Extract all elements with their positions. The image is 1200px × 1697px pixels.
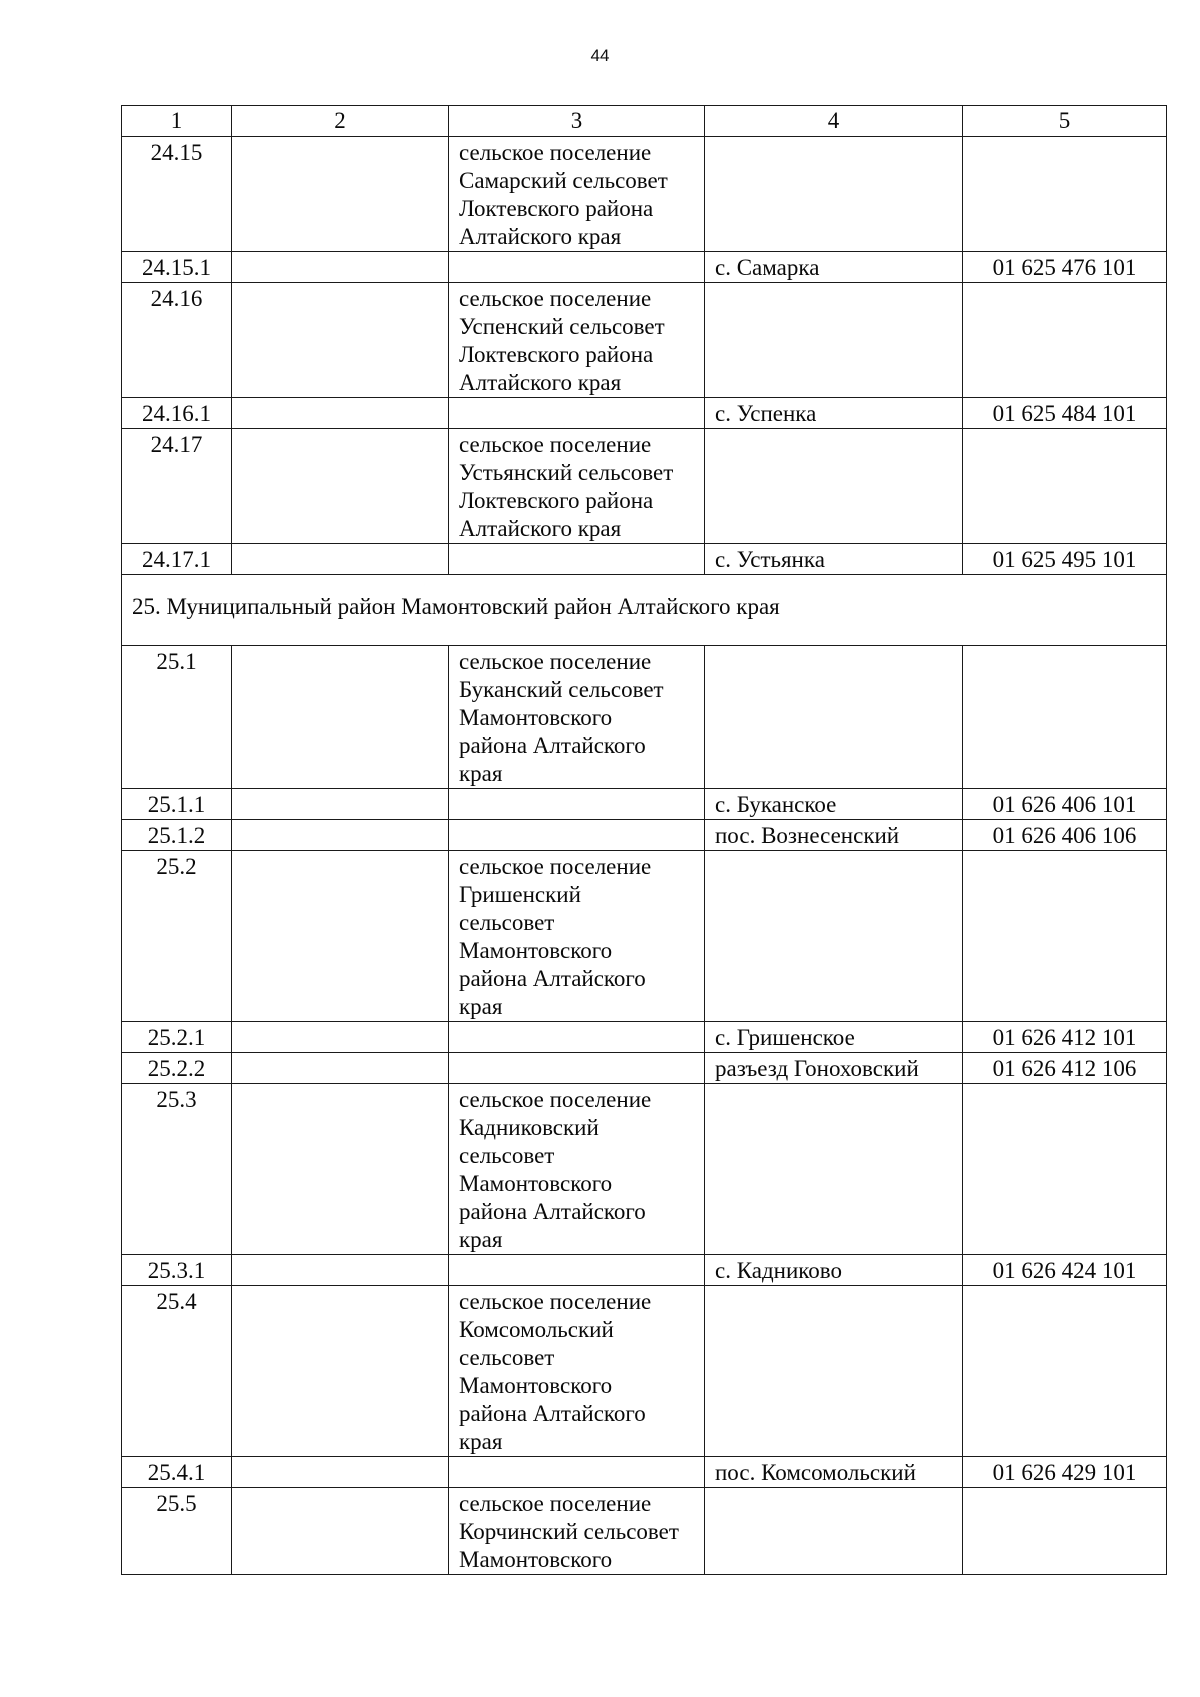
settlement-name <box>449 1084 705 1255</box>
settlement-name-line: сельское поселение <box>459 140 652 165</box>
settlement-name-line: сельское поселение <box>459 1087 652 1112</box>
settlement-name <box>449 252 705 283</box>
settlement-name-line: Локтевского района <box>459 488 654 513</box>
column-header-2: 2 <box>232 106 449 137</box>
oktmo-code <box>963 646 1167 789</box>
settlement-name-line: Мамонтовского <box>459 705 613 730</box>
table-row <box>122 851 1167 1022</box>
territory-table <box>121 105 1167 1575</box>
settlement-name <box>449 1488 705 1575</box>
locality-name <box>705 1286 963 1457</box>
cell-col2 <box>232 252 449 283</box>
settlement-name-line: края <box>459 761 503 786</box>
settlement-name <box>449 1457 705 1488</box>
column-header-5: 5 <box>963 106 1167 137</box>
oktmo-code <box>963 283 1167 398</box>
settlement-name-line: Буканский сельсовет <box>459 677 664 702</box>
table-row <box>122 429 1167 544</box>
locality-name: пос. Вознесенский <box>705 820 963 851</box>
settlement-name-line: Мамонтовского <box>459 1171 613 1196</box>
settlement-name <box>449 1255 705 1286</box>
cell-col2 <box>232 1286 449 1457</box>
row-number: 25.3.1 <box>122 1255 232 1286</box>
settlement-name-line: Кадниковский <box>459 1115 599 1140</box>
settlement-name-line: сельское поселение <box>459 432 652 457</box>
cell-col2 <box>232 851 449 1022</box>
locality-name <box>705 1488 963 1575</box>
oktmo-code <box>963 1488 1167 1575</box>
settlement-name <box>449 851 705 1022</box>
settlement-name <box>449 544 705 575</box>
locality-name <box>705 646 963 789</box>
table-row <box>122 1286 1167 1457</box>
locality-name: пос. Комсомольский <box>705 1457 963 1488</box>
table-header-row <box>122 106 1167 137</box>
row-number: 25.2.2 <box>122 1053 232 1084</box>
settlement-name-line: Алтайского края <box>459 370 622 395</box>
cell-col2 <box>232 1457 449 1488</box>
cell-col2 <box>232 789 449 820</box>
table-row <box>122 789 1167 820</box>
cell-col2 <box>232 646 449 789</box>
cell-col2 <box>232 429 449 544</box>
settlement-name-line: края <box>459 994 503 1019</box>
settlement-name <box>449 789 705 820</box>
row-number: 25.4.1 <box>122 1457 232 1488</box>
cell-col2 <box>232 544 449 575</box>
table-row <box>122 398 1167 429</box>
oktmo-code: 01 626 424 101 <box>963 1255 1167 1286</box>
oktmo-code: 01 625 476 101 <box>963 252 1167 283</box>
locality-name: с. Кадниково <box>705 1255 963 1286</box>
locality-name <box>705 851 963 1022</box>
oktmo-code: 01 626 412 106 <box>963 1053 1167 1084</box>
locality-name: с. Буканское <box>705 789 963 820</box>
settlement-name <box>449 646 705 789</box>
row-number: 25.3 <box>122 1084 232 1255</box>
cell-col2 <box>232 820 449 851</box>
table-row <box>122 137 1167 252</box>
settlement-name <box>449 820 705 851</box>
cell-col2 <box>232 1022 449 1053</box>
row-number: 24.17 <box>122 429 232 544</box>
settlement-name-line: Локтевского района <box>459 196 654 221</box>
locality-name: разъезд Гоноховский <box>705 1053 963 1084</box>
table-row <box>122 544 1167 575</box>
settlement-name <box>449 1022 705 1053</box>
row-number: 25.4 <box>122 1286 232 1457</box>
settlement-name <box>449 1286 705 1457</box>
oktmo-code: 01 626 406 106 <box>963 820 1167 851</box>
cell-col2 <box>232 1255 449 1286</box>
settlement-name-line: Корчинский сельсовет <box>459 1519 679 1544</box>
locality-name: с. Устьянка <box>705 544 963 575</box>
row-number: 25.1.2 <box>122 820 232 851</box>
oktmo-code <box>963 137 1167 252</box>
settlement-name-line: края <box>459 1429 503 1454</box>
oktmo-code: 01 626 412 101 <box>963 1022 1167 1053</box>
settlement-name-line: Самарский сельсовет <box>459 168 668 193</box>
settlement-name-line: сельское поселение <box>459 1289 652 1314</box>
oktmo-code: 01 625 495 101 <box>963 544 1167 575</box>
table-row <box>122 646 1167 789</box>
oktmo-code <box>963 1084 1167 1255</box>
settlement-name-line: Устьянский сельсовет <box>459 460 674 485</box>
locality-name <box>705 429 963 544</box>
settlement-name-line: Комсомольский <box>459 1317 614 1342</box>
table-row <box>122 283 1167 398</box>
row-number: 25.1 <box>122 646 232 789</box>
column-header-4: 4 <box>705 106 963 137</box>
oktmo-code <box>963 851 1167 1022</box>
settlement-name-line: сельсовет <box>459 1143 555 1168</box>
locality-name: с. Успенка <box>705 398 963 429</box>
settlement-name-line: сельское поселение <box>459 649 652 674</box>
row-number: 25.5 <box>122 1488 232 1575</box>
cell-col2 <box>232 283 449 398</box>
settlement-name-line: сельское поселение <box>459 1491 652 1516</box>
settlement-name-line: Успенский сельсовет <box>459 314 665 339</box>
settlement-name <box>449 137 705 252</box>
oktmo-code: 01 626 429 101 <box>963 1457 1167 1488</box>
column-header-1: 1 <box>122 106 232 137</box>
settlement-name <box>449 429 705 544</box>
table-row <box>122 1084 1167 1255</box>
cell-col2 <box>232 1053 449 1084</box>
settlement-name-line: сельское поселение <box>459 286 652 311</box>
settlement-name-line: Алтайского края <box>459 224 622 249</box>
page-number: 44 <box>590 46 610 65</box>
table-row <box>122 252 1167 283</box>
settlement-name-line: Мамонтовского <box>459 1547 613 1572</box>
locality-name: с. Гришенское <box>705 1022 963 1053</box>
settlement-name <box>449 398 705 429</box>
settlement-name <box>449 283 705 398</box>
settlement-name-line: Гришенский <box>459 882 581 907</box>
settlement-name-line: района Алтайского <box>459 733 646 758</box>
row-number: 25.2 <box>122 851 232 1022</box>
settlement-name-line: района Алтайского <box>459 1401 646 1426</box>
locality-name: с. Самарка <box>705 252 963 283</box>
oktmo-code <box>963 1286 1167 1457</box>
table-row <box>122 1053 1167 1084</box>
row-number: 24.17.1 <box>122 544 232 575</box>
table-row <box>122 1457 1167 1488</box>
settlement-name-line: района Алтайского <box>459 966 646 991</box>
settlement-name-line: Мамонтовского <box>459 938 613 963</box>
table-row <box>122 1488 1167 1575</box>
settlement-name-line: Локтевского района <box>459 342 654 367</box>
settlement-name-line: сельсовет <box>459 910 555 935</box>
settlement-name-line: края <box>459 1227 503 1252</box>
oktmo-code: 01 626 406 101 <box>963 789 1167 820</box>
row-number: 24.16 <box>122 283 232 398</box>
cell-col2 <box>232 1084 449 1255</box>
table-row <box>122 820 1167 851</box>
section-heading-row <box>122 575 1167 646</box>
settlement-name-line: сельсовет <box>459 1345 555 1370</box>
settlement-name-line: Алтайского края <box>459 516 622 541</box>
cell-col2 <box>232 1488 449 1575</box>
settlement-name-line: района Алтайского <box>459 1199 646 1224</box>
locality-name <box>705 283 963 398</box>
table-row <box>122 1255 1167 1286</box>
settlement-name <box>449 1053 705 1084</box>
cell-col2 <box>232 137 449 252</box>
section-heading: 25. Муниципальный район Мамонтовский район Алтайского края <box>122 575 1167 646</box>
row-number: 25.1.1 <box>122 789 232 820</box>
locality-name <box>705 1084 963 1255</box>
table-row <box>122 1022 1167 1053</box>
oktmo-code: 01 625 484 101 <box>963 398 1167 429</box>
cell-col2 <box>232 398 449 429</box>
locality-name <box>705 137 963 252</box>
oktmo-code <box>963 429 1167 544</box>
row-number: 24.16.1 <box>122 398 232 429</box>
settlement-name-line: Мамонтовского <box>459 1373 613 1398</box>
row-number: 24.15 <box>122 137 232 252</box>
settlement-name-line: сельское поселение <box>459 854 652 879</box>
row-number: 24.15.1 <box>122 252 232 283</box>
row-number: 25.2.1 <box>122 1022 232 1053</box>
column-header-3: 3 <box>449 106 705 137</box>
